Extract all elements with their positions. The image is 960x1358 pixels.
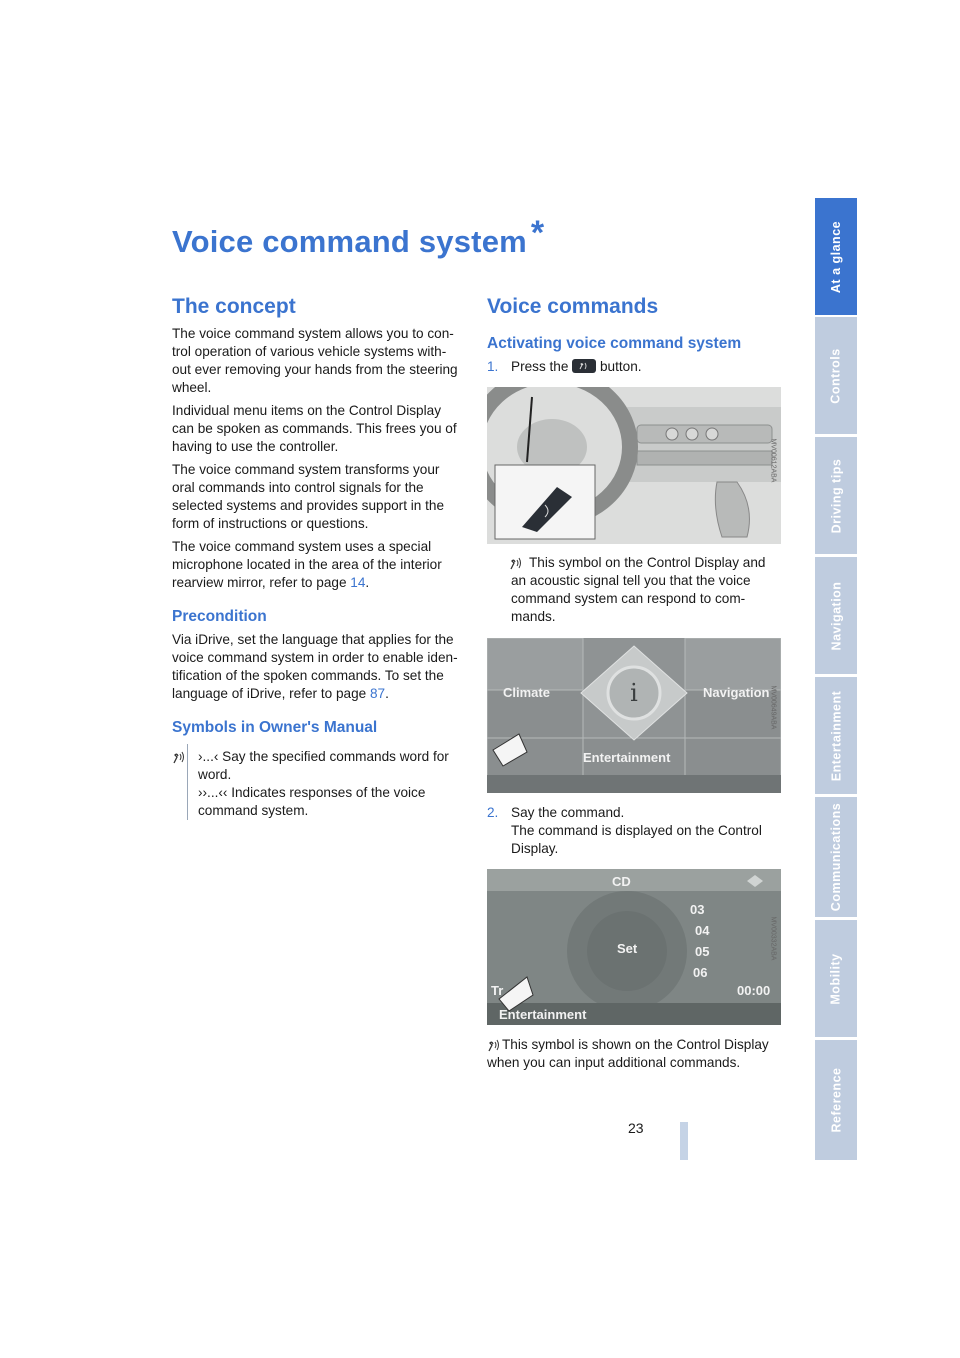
control-display-paragraph: Individual menu items on the Control Display can be spoken as commands. This frees you of having to use the controller.	[172, 403, 457, 454]
page-number: 23	[628, 1120, 644, 1136]
voice-symbol-icon	[172, 750, 186, 769]
final-note: This symbol is shown on the Control Display when you can input additional commands.	[487, 1037, 769, 1070]
activating-heading: Activating voice command system	[487, 335, 742, 352]
symbol-response-text: ››...‹‹ Indicates responses of the voice command system.	[198, 785, 426, 818]
symbol-say-text: ›...‹ Say the specified commands word for word.	[198, 749, 449, 782]
talk-button-icon	[572, 359, 596, 373]
precondition-heading: Precondition	[172, 608, 267, 625]
microphone-paragraph: The voice command system uses a special microphone located in the area of the interior rearview mirror, refer to page 14.	[172, 539, 442, 590]
svg-text:i: i	[630, 679, 638, 707]
menu-climate: Climate	[503, 685, 550, 700]
steering-wheel-illustration: MV00612ABA	[487, 387, 781, 544]
option-asterisk: *	[530, 214, 545, 252]
time-display: 00:00	[737, 983, 771, 998]
step-1: 1. Press the button.	[487, 359, 642, 374]
transform-paragraph: The voice command system transforms your oral commands into control signals for the selected systems and provides support in the form of instructions or questions.	[172, 462, 445, 531]
page-link-87[interactable]: 87	[370, 686, 386, 701]
symbols-heading: Symbols in Owner's Manual	[172, 719, 378, 736]
tab-navigation[interactable]: Navigation	[815, 557, 857, 674]
entertainment-label: Entertainment	[499, 1007, 587, 1022]
tab-communications[interactable]: Communications	[815, 797, 857, 917]
page-link-14[interactable]: 14	[350, 575, 366, 590]
voice-commands-heading: Voice commands	[487, 295, 659, 318]
page-marker-bar	[680, 1122, 688, 1160]
tab-reference[interactable]: Reference	[815, 1040, 857, 1160]
track-label: Tr	[491, 983, 504, 998]
tab-at-a-glance[interactable]: At a glance	[815, 198, 857, 315]
menu-navigation: Navigation	[703, 685, 770, 700]
symbol-note: This symbol on the Control Display and an acoustic signal tell you that the voice command system can respond to com- mands.	[511, 555, 766, 624]
page-title: Voice command system *	[172, 214, 545, 259]
track-list: 03 04 05 06	[690, 902, 710, 980]
symbol-divider	[187, 744, 188, 820]
control-display-start-menu: i Climate Navigation Entertainment MV00649ABA	[487, 638, 781, 793]
menu-entertainment: Entertainment	[583, 750, 671, 765]
tab-driving-tips[interactable]: Driving tips	[815, 437, 857, 554]
tab-entertainment[interactable]: Entertainment	[815, 677, 857, 794]
precondition-paragraph: Via iDrive, set the language that applies for the voice command system in order to enable iden- tification of the spoken commands. To set the language of iDrive, refer to page 87.	[172, 632, 458, 701]
tab-mobility[interactable]: Mobility	[815, 920, 857, 1037]
step-2: 2. Say the command. The command is displayed on the Control Display.	[487, 805, 762, 856]
concept-heading: The concept	[172, 295, 296, 318]
tab-controls[interactable]: Controls	[815, 317, 857, 434]
concept-paragraph: The voice command system allows you to con- trol operation of various vehicle systems with- out ever removing your hands from the steering wheel.	[172, 326, 458, 395]
set-label: Set	[617, 941, 638, 956]
control-display-cd-menu: CD 03 04 05 06 Set Tr 00:00 Entertainment MV00332ABA	[487, 869, 781, 1025]
source-cd: CD	[612, 874, 631, 889]
